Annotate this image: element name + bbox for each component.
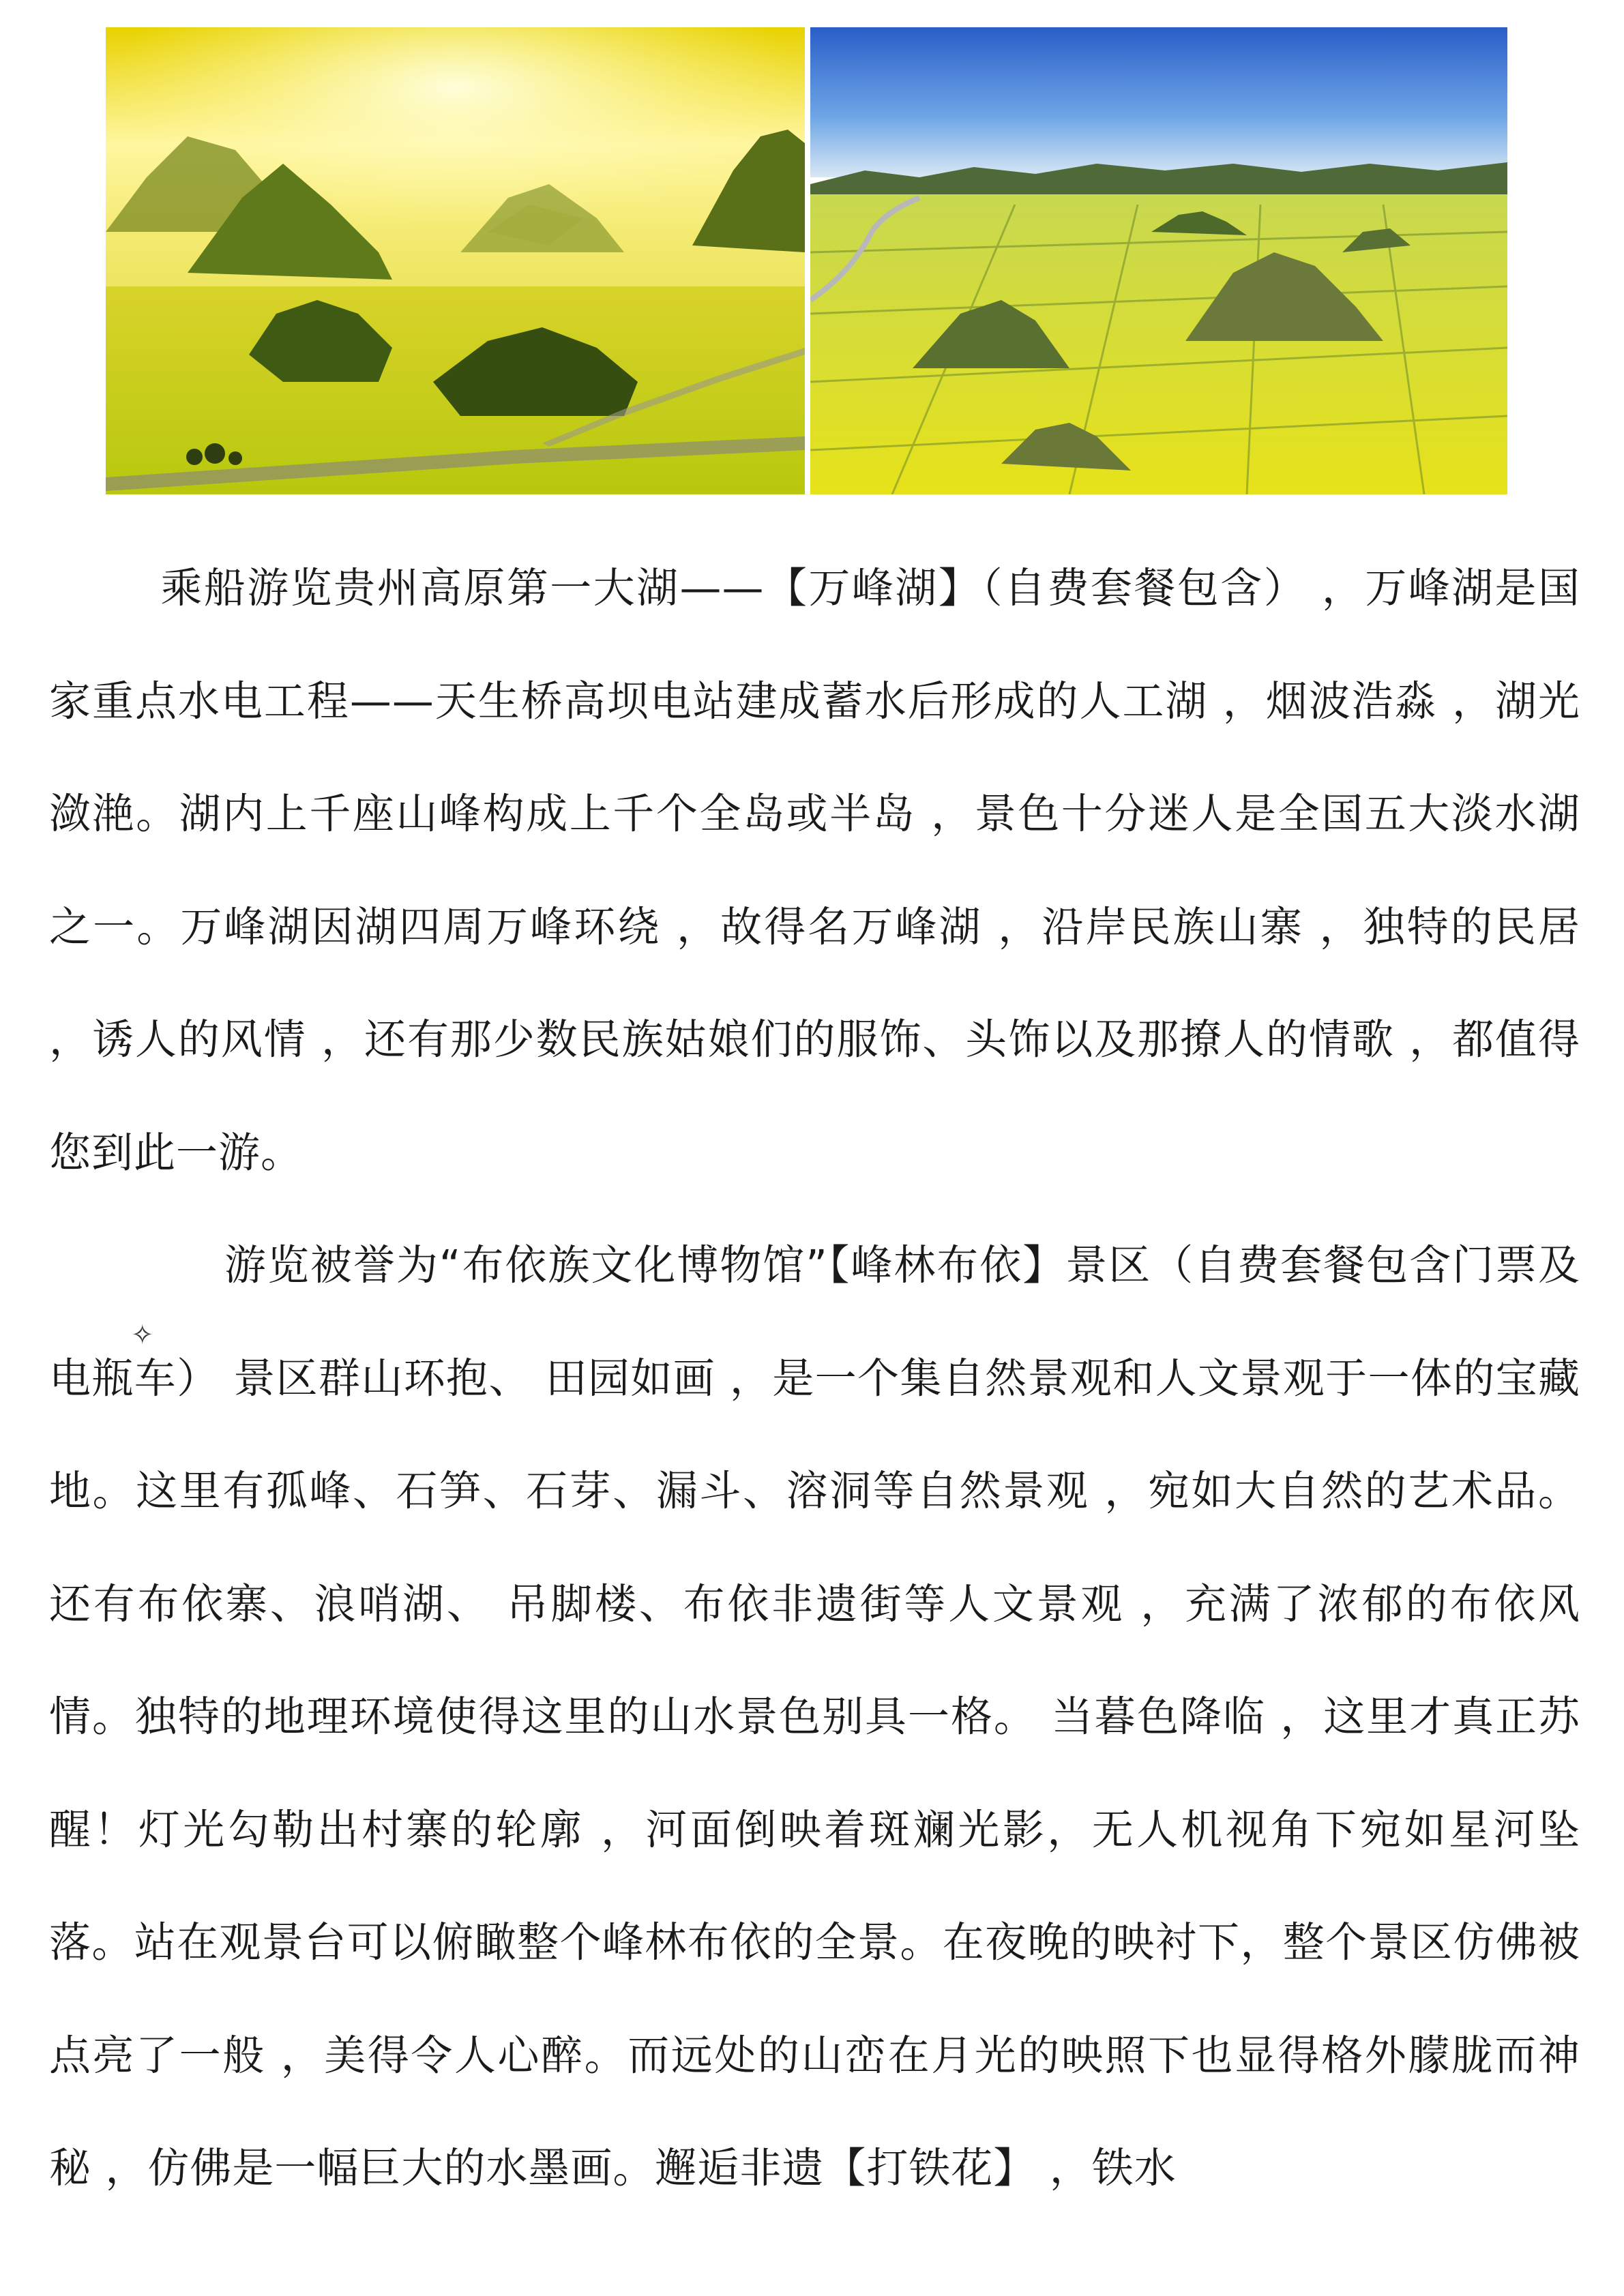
paragraph-text: 乘船游览贵州高原第一大湖——【万峰湖】（自费套餐包含） ，万峰湖是国家重点水电工程——天生桥高坝电站建成蓄水后形成的人工湖 ，烟波浩淼 ，湖光潋滟。湖内上千座山峰构成上千个全岛或半岛 ，景色十分迷人是全国五大淡水湖之一。万峰湖因湖四周万峰环绕 ，故得名万峰湖 ，沿岸民族山寨 ，独特的民居 ，诱人的风情 ，还有那少数民族姑娘们的服饰、头饰以及那撩人的情歌 ，都值得您到此一游。: [49, 564, 1580, 1177]
rapeseed-valley-illustration: [106, 27, 805, 494]
aerial-fields-illustration: [810, 27, 1507, 494]
photo-row: [106, 27, 1507, 494]
paragraph-text: 游览被誉为“布依族文化博物馆”【峰林布依】景区（自费套餐包含门票及电瓶车） 景区群山环抱、 田园如画 ，是一个集自然景观和人文景观于一体的宝藏地。这里有孤峰、石笋、石芽、漏斗、溶洞等自然景观 ，宛如大自然的艺术品。还有布依寨、浪哨湖、 吊脚楼、布依非遗街等人文景观 ，充满了浓郁的布依风情。独特的地理环境使得这里的山水景色别具一格。 当暮色降临 ，这里才真正苏醒！灯光勾勒出村寨的轮廓 ，河面倒映着斑斓光影，无人机视角下宛如星河坠落。站在观景台可以俯瞰整个峰林布依的全景。在夜晚的映衬下，整个景区仿佛被点亮了一般 ，美得令人心醉。而远处的山峦在月光的映照下也显得格外朦胧而神秘 ，仿佛是一幅巨大的水墨画。邂逅非遗【打铁花】 ，铁水: [49, 1241, 1580, 2192]
paragraph-wanfeng-lake: [49, 532, 1580, 1209]
rapeseed-fields-aerial-photo: [810, 27, 1507, 494]
sparkle-bullet-icon: ✧: [131, 1320, 155, 1351]
paragraph-fenglin-buyi: [49, 1209, 1580, 2225]
yellow-rapeseed-valley-photo: [106, 27, 805, 494]
